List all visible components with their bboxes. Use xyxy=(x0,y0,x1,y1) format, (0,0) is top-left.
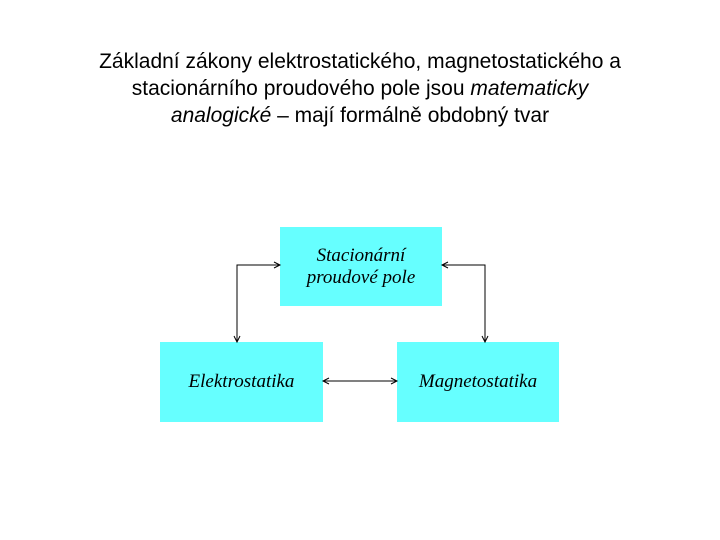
title-line-3-italic: analogické xyxy=(170,104,272,127)
title-line-1: Základní zákony elektrostatického, magnetostatického a xyxy=(99,50,621,73)
magnetostatics-label: Magnetostatika xyxy=(418,371,538,392)
connector-top-left xyxy=(237,265,280,342)
electrostatics-label: Elektrostatika xyxy=(188,371,295,392)
title-line-2-italic: matematicky xyxy=(470,77,589,100)
title-line-2-plain: stacionárního proudového pole jsou xyxy=(131,77,471,100)
stationary-current-field-label-2: proudové pole xyxy=(306,266,416,288)
title-line-3-plain: – mají formálně obdobný tvar xyxy=(271,104,550,127)
stationary-current-field-label-1: Stacionární xyxy=(316,244,406,266)
connector-top-right xyxy=(442,265,485,342)
